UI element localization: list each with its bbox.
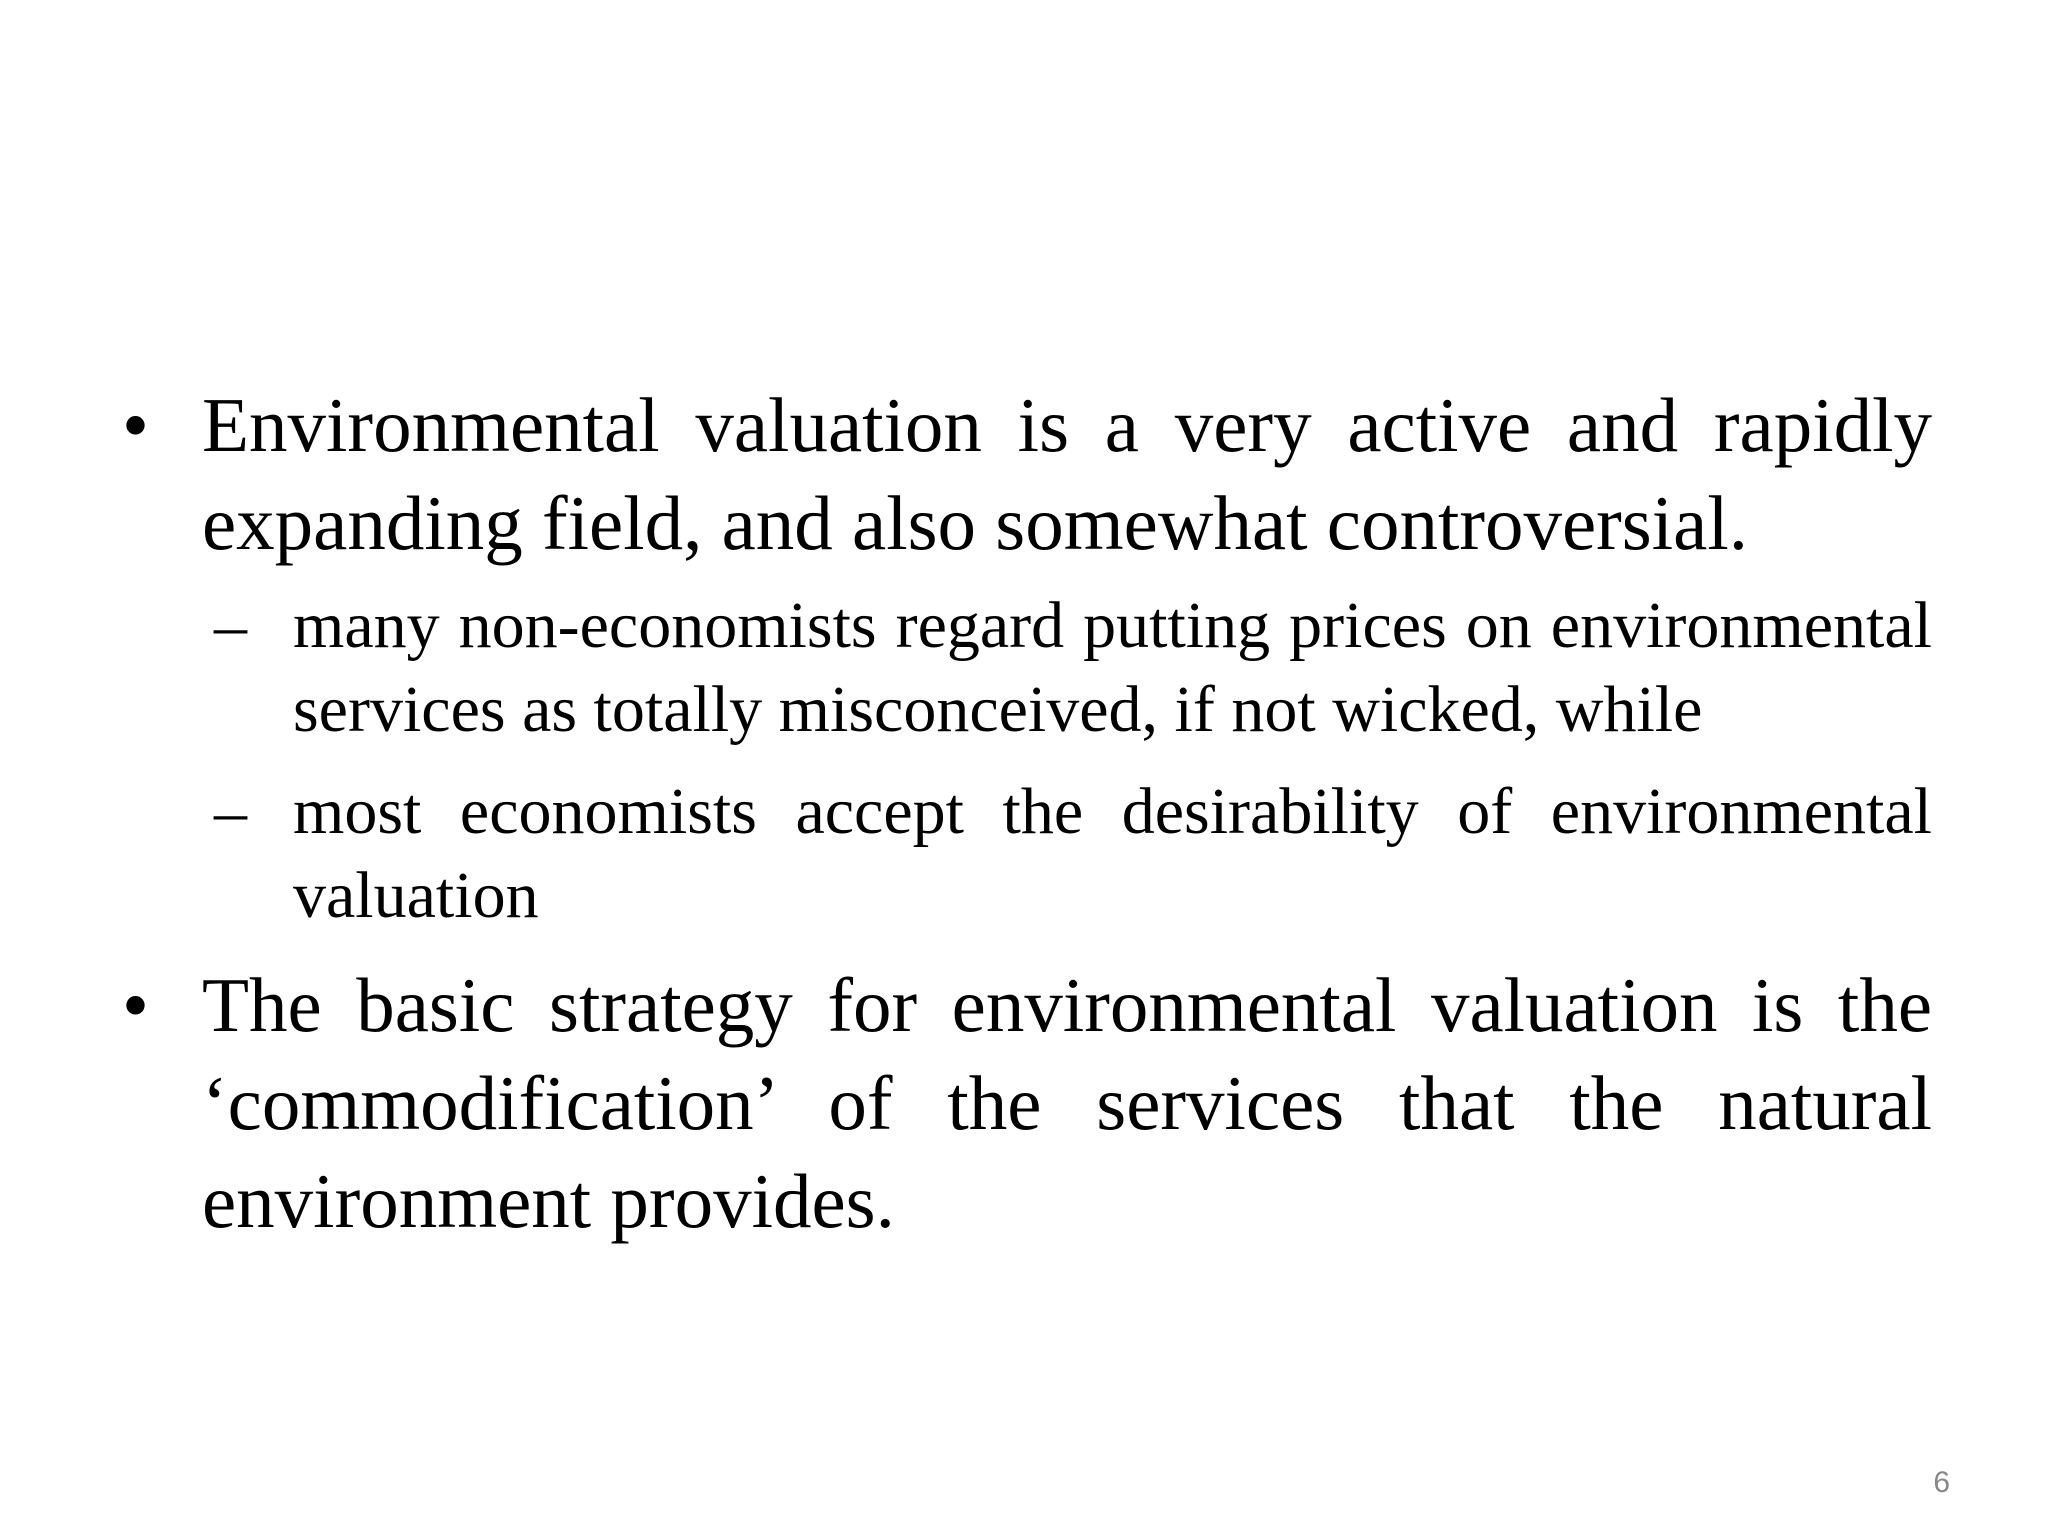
bullet-item <box>122 376 1932 572</box>
sub-bullet-item <box>122 770 1932 938</box>
sub-bullet-text: most economists accept the desirability of environmental valuation <box>293 775 1932 932</box>
page-number: 6 <box>1933 1466 1950 1499</box>
bullet-marker: • <box>122 382 149 468</box>
slide-body <box>122 376 1932 1250</box>
dash-marker: – <box>214 775 247 848</box>
dash-marker: – <box>214 589 247 662</box>
sub-bullet-text: many non-economists regard putting prices on environmental services as totally misconceived, if not wicked, while <box>293 589 1932 746</box>
sub-bullet-item <box>122 584 1932 752</box>
bullet-text: The basic strategy for environmental valuation is the ‘commodification’ of the services that the natural environment provides. <box>202 962 1932 1244</box>
bullet-item <box>122 956 1932 1250</box>
bullet-marker: • <box>122 962 149 1048</box>
sub-bullet-list <box>122 584 1932 938</box>
bullet-text: Environmental valuation is a very active and rapidly expanding field, and also somewhat controversial. <box>202 382 1932 566</box>
